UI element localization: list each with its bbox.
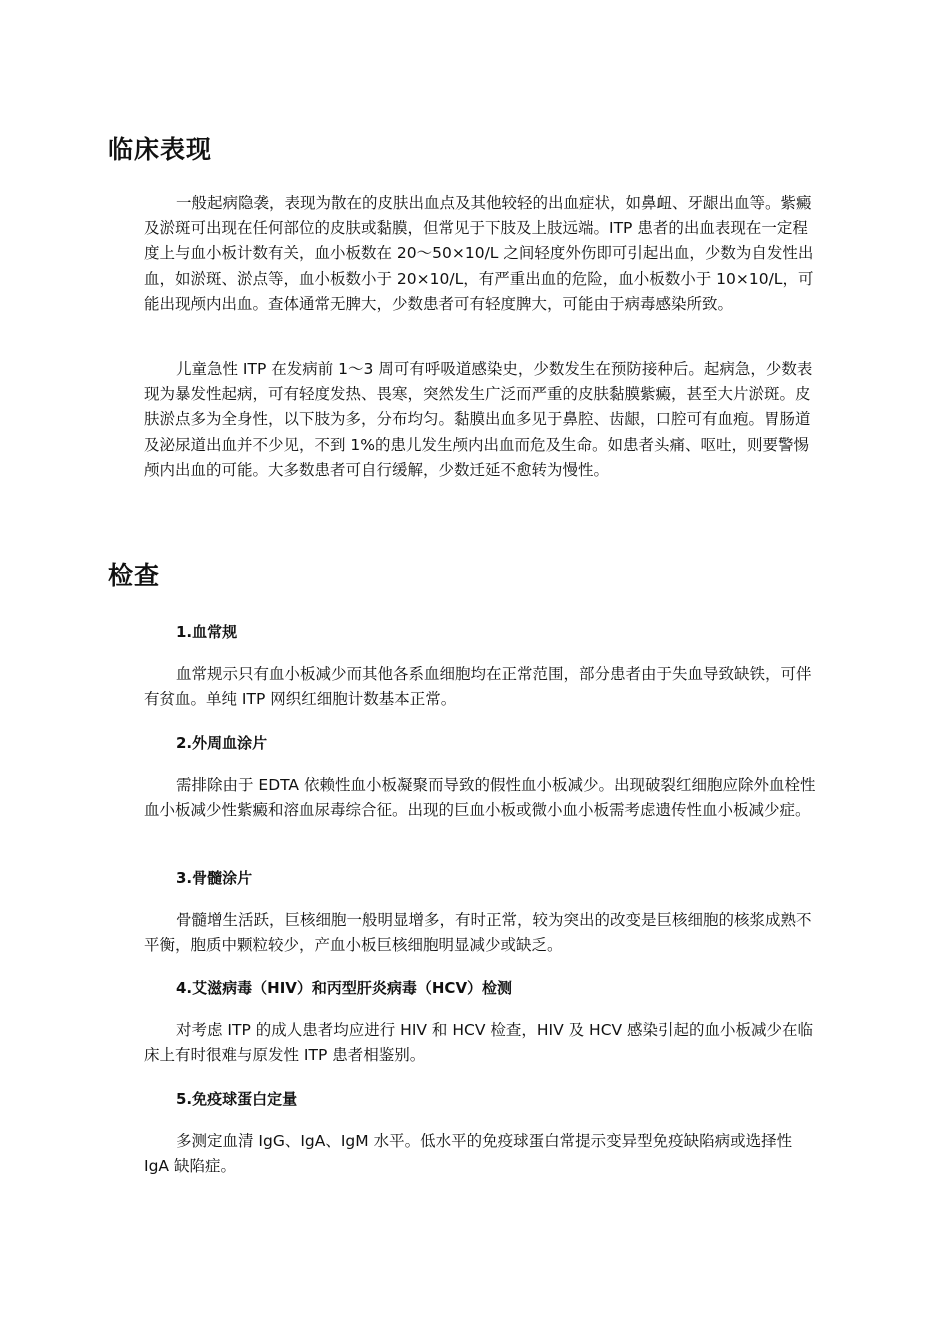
exam-item-text: 对考虑 ITP 的成人患者均应进行 HIV 和 HCV 检查，HIV 及 HCV 感染引起的血小板减少在临床上有时很难与原发性 ITP 患者相鉴别。: [144, 1021, 814, 1065]
section-heading-exam: 检查: [108, 561, 161, 590]
section-heading-clinical: 临床表现: [108, 135, 213, 164]
exam-item-text: 需排除由于 EDTA 依赖性血小板凝聚而导致的假性血小板减少。出现破裂红细胞应除外血栓性血小板减少性紫癜和溶血尿毒综合征。出现的巨血小板或微小血小板需考虑遗传性血小板减少症。: [144, 776, 816, 820]
exam-item-title: 4.艾滋病毒（HIV）和丙型肝炎病毒（HCV）检测: [176, 979, 513, 997]
exam-item-title: 1.血常规: [176, 623, 238, 641]
exam-item-title: 3.骨髓涂片: [176, 869, 253, 887]
exam-item-title: 2.外周血涂片: [176, 734, 268, 752]
exam-item-text: 骨髓增生活跃，巨核细胞一般明显增多，有时正常，较为突出的改变是巨核细胞的核浆成熟不平衡，胞质中颗粒较少，产血小板巨核细胞明显减少或缺乏。: [144, 911, 812, 955]
paragraph-clinical-2: 儿童急性 ITP 在发病前 1～3 周可有呼吸道感染史，少数发生在预防接种后。起病急，少数表现为暴发性起病，可有轻度发热、畏寒，突然发生广泛而严重的皮肤黏膜紫癜，甚至大片淤斑。皮肤淤点多为全身性，以下肢为多，分布均匀。黏膜出血多见于鼻腔、齿龈，口腔可有血疱。胃肠道及泌尿道出血并不少见，不到 1%的患儿发生颅内出血而危及生命。如患者头痛、呕吐，则要警惕颅内出血的可能。大多数患者可自行缓解，少数迁延不愈转为慢性。: [144, 360, 813, 479]
exam-item-text: 多测定血清 IgG、IgA、IgM 水平。低水平的免疫球蛋白常提示变异型免疫缺陷病或选择性 IgA 缺陷症。: [144, 1132, 793, 1176]
exam-item-title: 5.免疫球蛋白定量: [176, 1090, 298, 1108]
exam-item-text: 血常规示只有血小板减少而其他各系血细胞均在正常范围，部分患者由于失血导致缺铁，可伴有贫血。单纯 ITP 网织红细胞计数基本正常。: [144, 665, 812, 709]
paragraph-clinical-1: 一般起病隐袭，表现为散在的皮肤出血点及其他较轻的出血症状，如鼻衄、牙龈出血等。紫癜及淤斑可出现在任何部位的皮肤或黏膜，但常见于下肢及上肢远端。ITP 患者的出血表现在一定程度上与血小板计数有关，血小板数在 20～50×10/L 之间轻度外伤即可引起出血，少数为自发性出血，如淤斑、淤点等，血小板数小于 20×10/L，有严重出血的危险，血小板数小于 10×10/L，可能出现颅内出血。查体通常无脾大，少数患者可有轻度脾大，可能由于病毒感染所致。: [144, 194, 814, 313]
